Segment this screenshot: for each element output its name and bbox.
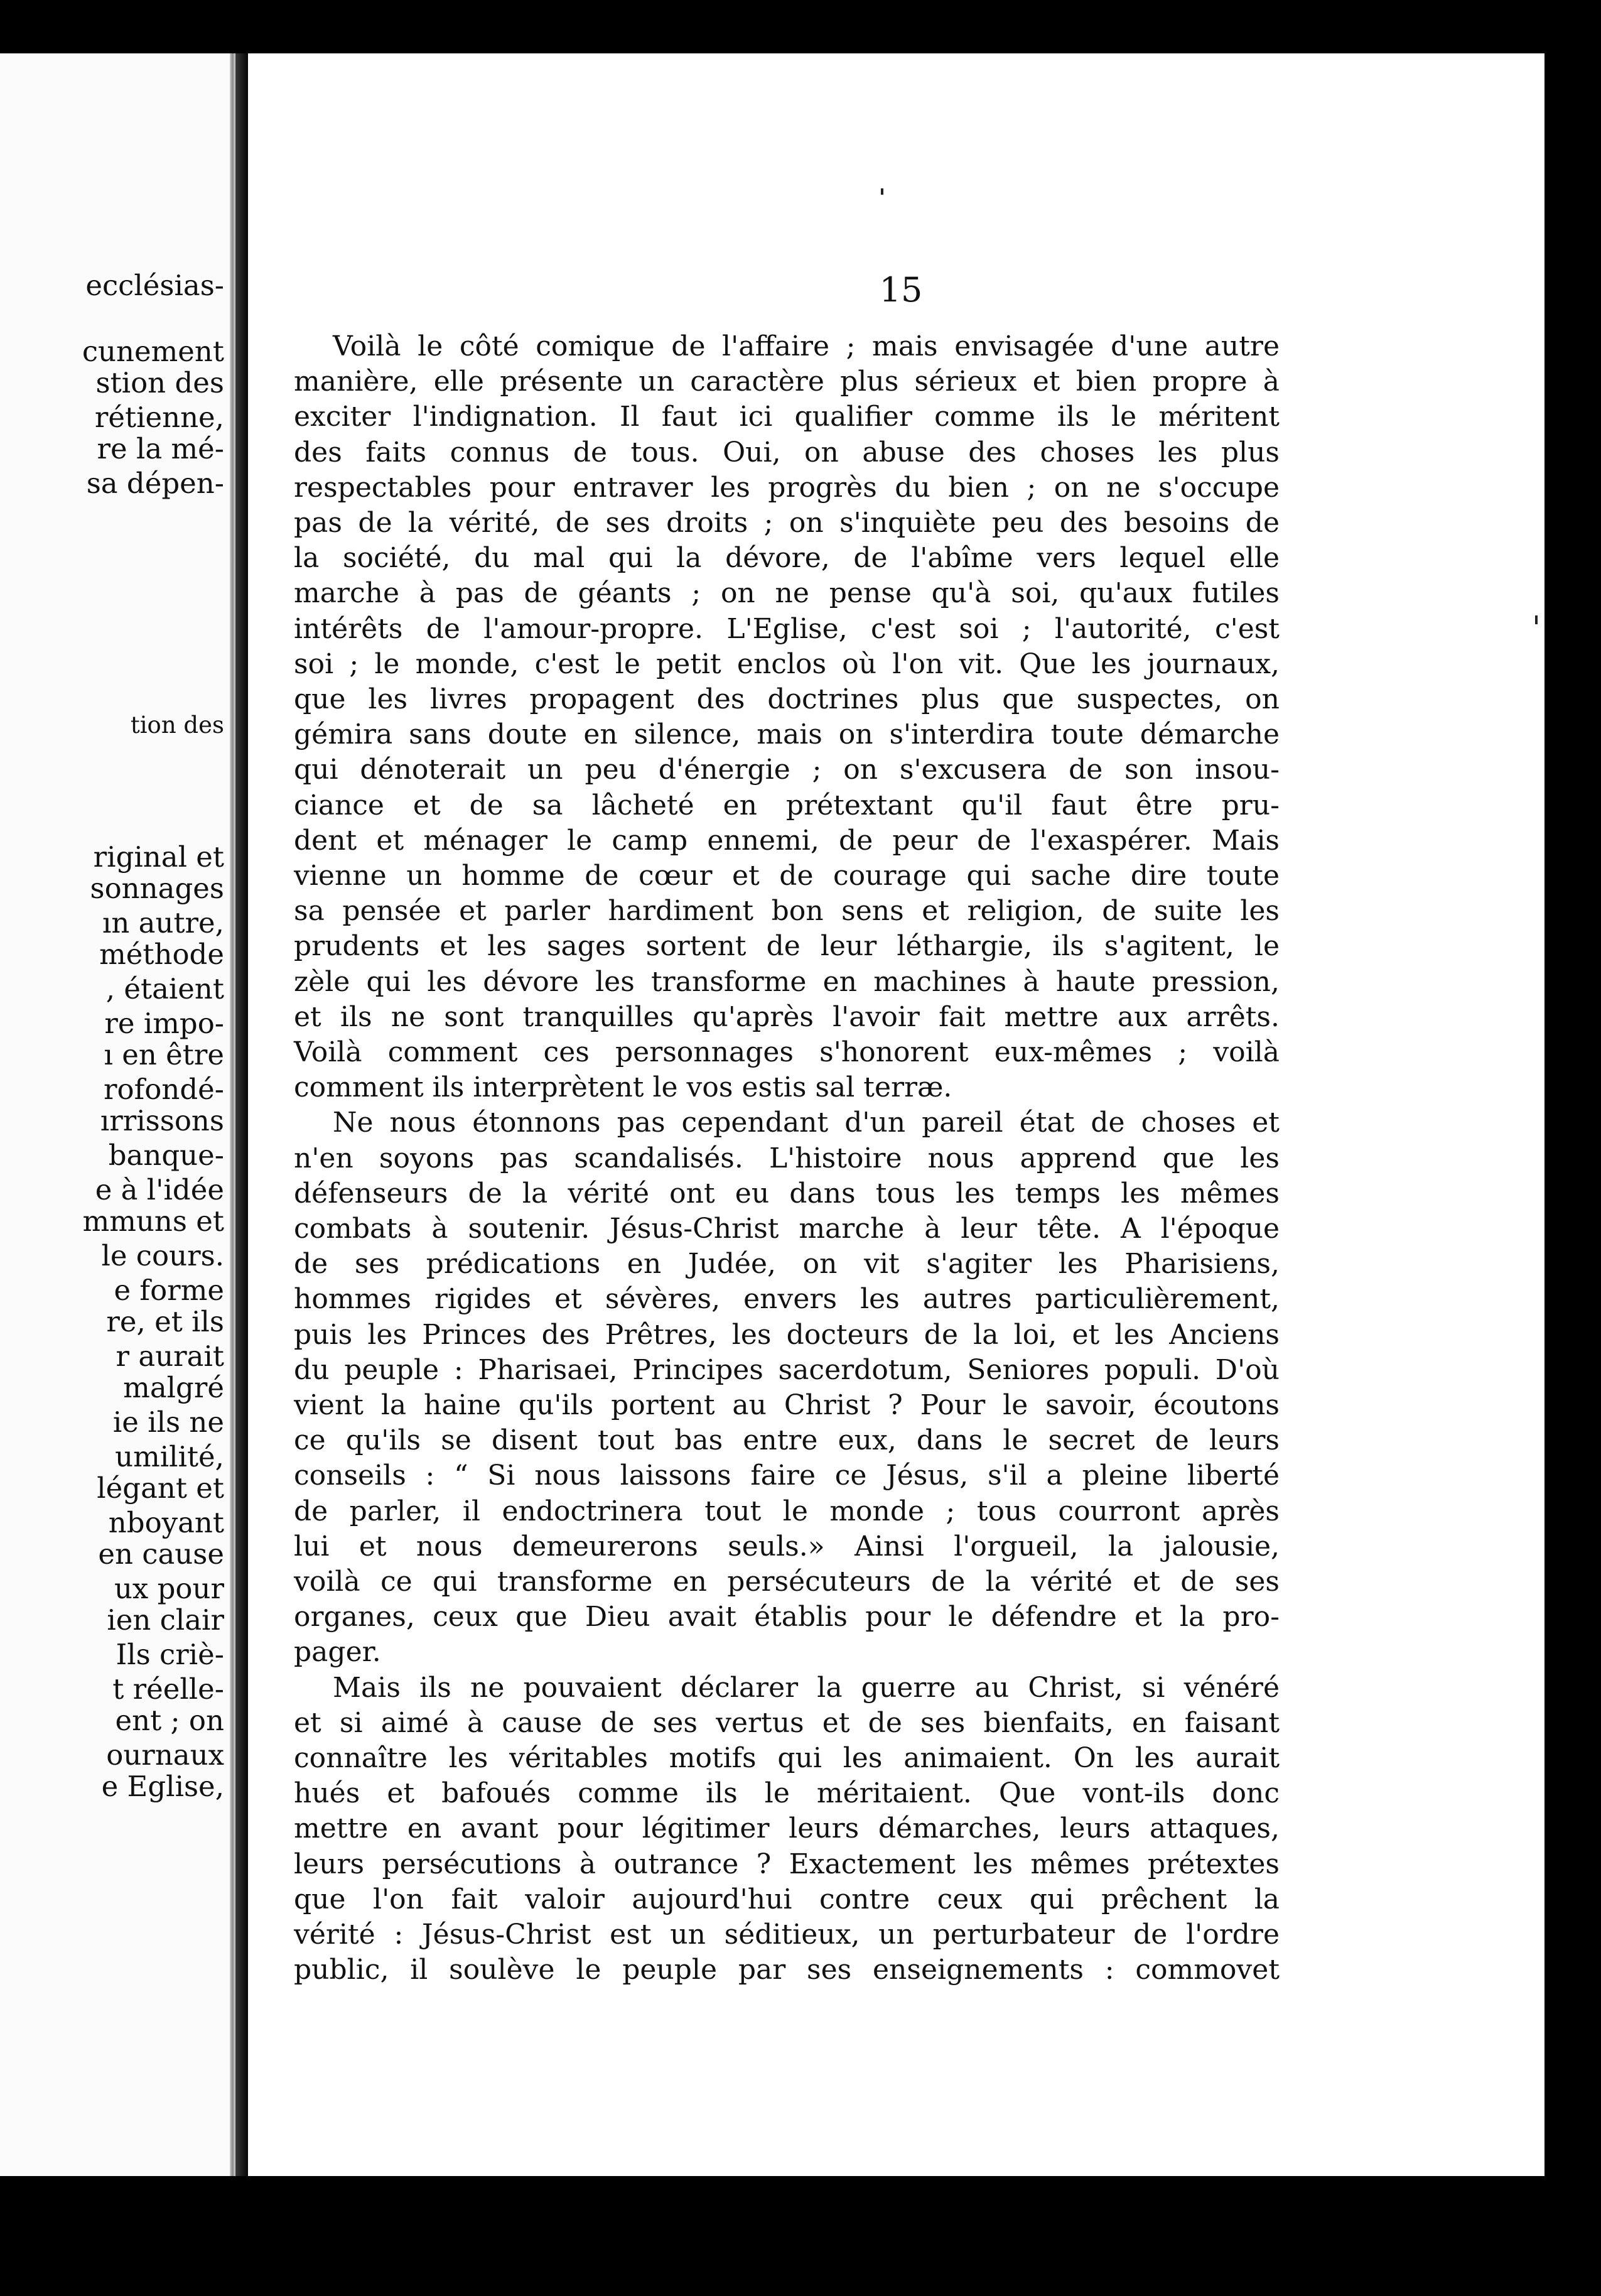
left-page-line: tion des xyxy=(130,712,224,739)
margin-mark xyxy=(881,188,883,195)
body-line: et si aimé à cause de ses vertus et de ses bienfaits, en faisant xyxy=(294,1707,1280,1739)
body-line: pas de la vérité, de ses droits ; on s'inquiète peu des besoins de xyxy=(294,507,1280,539)
left-page-line: e à l'idée xyxy=(95,1173,224,1206)
left-page-line: umilité, xyxy=(115,1440,224,1473)
left-page-line: le cours. xyxy=(101,1239,224,1272)
body-line: Voilà comment ces personnages s'honorent eux-mêmes ; voilà xyxy=(294,1036,1280,1068)
body-line: intérêts de l'amour-propre. L'Eglise, c'est soi ; l'autorité, c'est xyxy=(294,613,1280,645)
left-page-line: nboyant xyxy=(108,1506,224,1539)
body-line: Mais ils ne pouvaient déclarer la guerre au Christ, si vénéré xyxy=(333,1672,1280,1704)
body-line: ciance et de sa lâcheté en prétextant qu'il faut être pru- xyxy=(294,789,1280,821)
page-number: 15 xyxy=(879,270,923,310)
left-page-line: rétienne, xyxy=(94,401,224,434)
body-line: la société, du mal qui la dévore, de l'abîme vers lequel elle xyxy=(294,542,1280,574)
left-page-line: ırrissons xyxy=(100,1104,224,1137)
body-line: respectables pour entraver les progrès du bien ; on ne s'occupe xyxy=(294,472,1280,504)
body-line: exciter l'indignation. Il faut ici qualifier comme ils le méritent xyxy=(294,401,1280,433)
left-page-line: méthode xyxy=(99,938,224,971)
left-page-line: e forme xyxy=(114,1274,224,1307)
body-line: zèle qui les dévore les transforme en machines à haute pression, xyxy=(294,966,1280,998)
left-page-line: ent ; on xyxy=(115,1704,224,1737)
left-page-line: malgré xyxy=(123,1371,224,1404)
body-line: sa pensée et parler hardiment bon sens et religion, de suite les xyxy=(294,895,1280,927)
body-line: de ses prédications en Judée, on vit s'agiter les Pharisiens, xyxy=(294,1248,1280,1280)
left-page-line: banque- xyxy=(108,1139,224,1172)
body-line: qui dénoterait un peu d'énergie ; on s'excusera de son insou- xyxy=(294,754,1280,786)
body-line: ce qu'ils se disent tout bas entre eux, dans le secret de leurs xyxy=(294,1424,1280,1456)
body-line: hués et bafoués comme ils le méritaient. Que vont-ils donc xyxy=(294,1777,1280,1809)
body-line: que les livres propagent des doctrines plus que suspectes, on xyxy=(294,683,1280,715)
left-page-line: ı en être xyxy=(104,1038,224,1071)
body-line: soi ; le monde, c'est le petit enclos où l'on vit. Que les journaux, xyxy=(294,648,1280,680)
book-gutter xyxy=(235,53,249,2176)
body-line: combats à soutenir. Jésus-Christ marche à leur tête. A l'époque xyxy=(294,1213,1280,1245)
margin-mark xyxy=(1535,615,1538,624)
body-line: leurs persécutions à outrance ? Exactement les mêmes prétextes xyxy=(294,1848,1280,1880)
left-page-line: légant et xyxy=(97,1471,224,1505)
body-line: prudents et les sages sortent de leur léthargie, ils s'agitent, le xyxy=(294,930,1280,962)
body-line: défenseurs de la vérité ont eu dans tous les temps les mêmes xyxy=(294,1178,1280,1210)
left-page-line: stion des xyxy=(95,366,224,399)
body-line: et ils ne sont tranquilles qu'après l'avoir fait mettre aux arrêts. xyxy=(294,1001,1280,1033)
body-line: dent et ménager le camp ennemi, de peur de l'exaspérer. Mais xyxy=(294,825,1280,857)
left-page-line: r aurait xyxy=(116,1340,224,1373)
body-line: de parler, il endoctrinera tout le monde ; tous courront après xyxy=(294,1495,1280,1527)
left-page-line: , étaient xyxy=(105,972,224,1005)
left-page-line: ux pour xyxy=(114,1572,224,1605)
body-line: du peuple : Pharisaei, Principes sacerdotum, Seniores populi. D'où xyxy=(294,1354,1280,1386)
body-line: Ne nous étonnons pas cependant d'un pareil état de choses et xyxy=(333,1107,1280,1139)
left-page-line: Ils criè- xyxy=(116,1638,224,1671)
body-line: gémira sans doute en silence, mais on s'interdira toute démarche xyxy=(294,718,1280,750)
left-page-line: cunement xyxy=(82,335,224,368)
body-line: vient la haine qu'ils portent au Christ ? Pour le savoir, écoutons xyxy=(294,1389,1280,1421)
left-page-line: re impo- xyxy=(104,1007,224,1040)
body-line: vérité : Jésus-Christ est un séditieux, un perturbateur de l'ordre xyxy=(294,1919,1280,1951)
left-page-line: e Eglise, xyxy=(101,1770,224,1803)
body-line: puis les Princes des Prêtres, les docteurs de la loi, et les Anciens xyxy=(294,1319,1280,1351)
left-page-line: t réelle- xyxy=(112,1672,224,1706)
left-page-line: ien clair xyxy=(107,1603,224,1637)
left-page-line: rofondé- xyxy=(104,1073,224,1106)
left-page-line: riginal et xyxy=(93,840,224,874)
right-page xyxy=(248,53,1544,2176)
body-line: vienne un homme de cœur et de courage qui sache dire toute xyxy=(294,860,1280,892)
body-line: lui et nous demeurerons seuls.» Ainsi l'orgueil, la jalousie, xyxy=(294,1530,1280,1562)
body-line: mettre en avant pour légitimer leurs démarches, leurs attaques, xyxy=(294,1812,1280,1844)
body-line: public, il soulève le peuple par ses enseignements : commovet xyxy=(294,1954,1280,1986)
left-page-fragment xyxy=(0,53,235,2176)
body-line: n'en soyons pas scandalisés. L'histoire nous apprend que les xyxy=(294,1142,1280,1174)
body-line: Voilà le côté comique de l'affaire ; mais envisagée d'une autre xyxy=(333,330,1280,362)
body-line: connaître les véritables motifs qui les animaient. On les aurait xyxy=(294,1742,1280,1774)
left-page-line: ın autre, xyxy=(102,906,224,940)
body-line: voilà ce qui transforme en persécuteurs de la vérité et de ses xyxy=(294,1566,1280,1598)
left-page-line: mmuns et xyxy=(82,1205,224,1238)
page-fold-rule xyxy=(230,53,235,2176)
body-line: manière, elle présente un caractère plus sérieux et bien propre à xyxy=(294,366,1280,398)
left-page-line: sa dépen- xyxy=(86,467,224,500)
body-line: comment ils interprètent le vos estis sal terræ. xyxy=(294,1071,952,1103)
body-line: pager. xyxy=(294,1636,381,1668)
left-page-line: ournaux xyxy=(106,1738,224,1772)
body-line: hommes rigides et sévères, envers les autres particulièrement, xyxy=(294,1283,1280,1315)
body-line: conseils : “ Si nous laissons faire ce Jésus, s'il a pleine liberté xyxy=(294,1459,1280,1492)
body-line: organes, ceux que Dieu avait établis pour le défendre et la pro- xyxy=(294,1601,1280,1633)
body-line: marche à pas de géants ; on ne pense qu'à soi, qu'aux futiles xyxy=(294,577,1280,609)
left-page-line: sonnages xyxy=(90,872,224,905)
body-line: des faits connus de tous. Oui, on abuse des choses les plus xyxy=(294,436,1280,468)
body-line: que l'on fait valoir aujourd'hui contre ceux qui prêchent la xyxy=(294,1883,1280,1915)
left-page-line: en cause xyxy=(98,1537,224,1571)
left-page-line: re, et ils xyxy=(106,1305,224,1338)
left-page-line: re la mé- xyxy=(97,432,224,465)
left-page-line: ecclésias- xyxy=(85,269,224,302)
left-page-line: ie ils ne xyxy=(112,1405,224,1439)
